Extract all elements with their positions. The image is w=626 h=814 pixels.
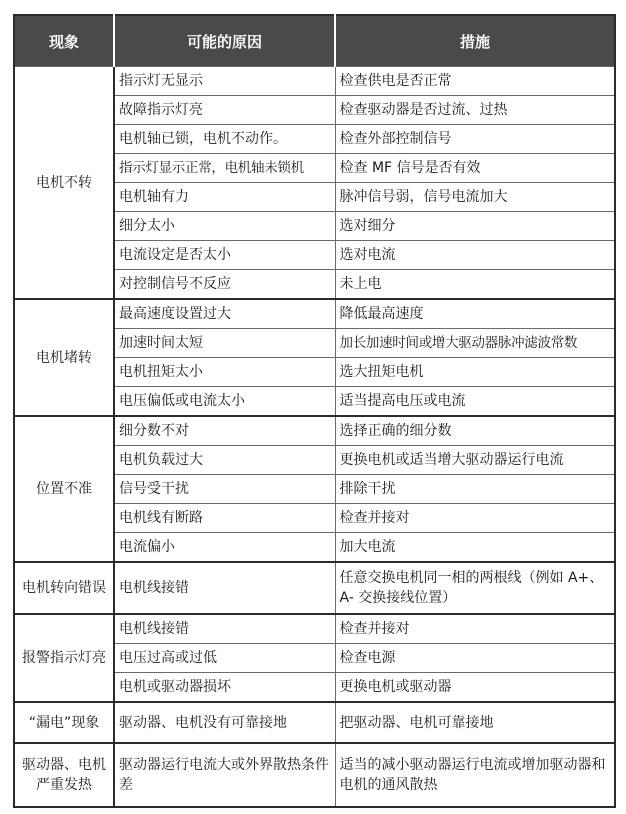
measure-cell: 适当的减小驱动器运行电流或增加驱动器和电机的通风散热	[335, 743, 615, 807]
cause-cell: 电机线接错	[114, 614, 335, 644]
troubleshooting-table	[13, 14, 616, 808]
measure-cell: 排除干扰	[335, 475, 615, 504]
table-row	[14, 614, 615, 644]
measure-cell: 检查外部控制信号	[335, 125, 615, 154]
measure-cell: 未上电	[335, 270, 615, 300]
cause-cell: 电压偏低或电流太小	[114, 387, 335, 417]
cause-cell: 电压过高或过低	[114, 644, 335, 673]
measure-cell: 检查 MF 信号是否有效	[335, 154, 615, 183]
table-row	[14, 416, 615, 446]
measure-cell: 检查电源	[335, 644, 615, 673]
cause-cell: 指示灯无显示	[114, 67, 335, 96]
phenomenon-cell: 驱动器、电机严重发热	[14, 743, 114, 807]
measure-cell: 把驱动器、电机可靠接地	[335, 702, 615, 743]
phenomenon-cell: 位置不准	[14, 416, 114, 562]
header-measure: 措施	[335, 15, 615, 67]
cause-cell: 信号受干扰	[114, 475, 335, 504]
cause-cell: 电机轴已锁，电机不动作。	[114, 125, 335, 154]
measure-cell: 降低最高速度	[335, 299, 615, 329]
cause-cell: 电机线接错	[114, 562, 335, 614]
header-phenomenon: 现象	[14, 15, 114, 67]
measure-cell: 加长加速时间或增大驱动器脉冲滤波常数	[335, 329, 615, 358]
measure-cell: 选大扭矩电机	[335, 358, 615, 387]
measure-cell: 加大电流	[335, 533, 615, 563]
cause-cell: 驱动器运行电流大或外界散热条件差	[114, 743, 335, 807]
phenomenon-cell: 电机转向错误	[14, 562, 114, 614]
measure-cell: 检查并接对	[335, 504, 615, 533]
header-row	[14, 15, 615, 67]
table-row	[14, 702, 615, 743]
measure-cell: 适当提高电压或电流	[335, 387, 615, 417]
cause-cell: 加速时间太短	[114, 329, 335, 358]
cause-cell: 电机或驱动器损坏	[114, 673, 335, 703]
cause-cell: 指示灯显示正常，电机轴未锁机	[114, 154, 335, 183]
measure-cell: 任意交换电机同一相的两根线（例如 A+、A- 交换接线位置）	[335, 562, 615, 614]
header-cause: 可能的原因	[114, 15, 335, 67]
measure-cell: 检查并接对	[335, 614, 615, 644]
phenomenon-cell: 报警指示灯亮	[14, 614, 114, 702]
phenomenon-cell: “漏电”现象	[14, 702, 114, 743]
cause-cell: 电机线有断路	[114, 504, 335, 533]
table-row	[14, 743, 615, 807]
cause-cell: 细分数不对	[114, 416, 335, 446]
phenomenon-cell: 电机堵转	[14, 299, 114, 416]
cause-cell: 电机负载过大	[114, 446, 335, 475]
cause-cell: 故障指示灯亮	[114, 96, 335, 125]
cause-cell: 电流偏小	[114, 533, 335, 563]
measure-cell: 选对电流	[335, 241, 615, 270]
measure-cell: 选对细分	[335, 212, 615, 241]
cause-cell: 对控制信号不反应	[114, 270, 335, 300]
measure-cell: 检查供电是否正常	[335, 67, 615, 96]
measure-cell: 选择正确的细分数	[335, 416, 615, 446]
table-row	[14, 562, 615, 614]
cause-cell: 最高速度设置过大	[114, 299, 335, 329]
measure-cell: 更换电机或驱动器	[335, 673, 615, 703]
cause-cell: 电机轴有力	[114, 183, 335, 212]
cause-cell: 电流设定是否太小	[114, 241, 335, 270]
measure-cell: 更换电机或适当增大驱动器运行电流	[335, 446, 615, 475]
cause-cell: 驱动器、电机没有可靠接地	[114, 702, 335, 743]
troubleshooting-table-container	[13, 14, 614, 808]
cause-cell: 电机扭矩太小	[114, 358, 335, 387]
measure-cell: 检查驱动器是否过流、过热	[335, 96, 615, 125]
phenomenon-cell: 电机不转	[14, 67, 114, 300]
table-row	[14, 299, 615, 329]
cause-cell: 细分太小	[114, 212, 335, 241]
table-row	[14, 67, 615, 96]
measure-cell: 脉冲信号弱，信号电流加大	[335, 183, 615, 212]
